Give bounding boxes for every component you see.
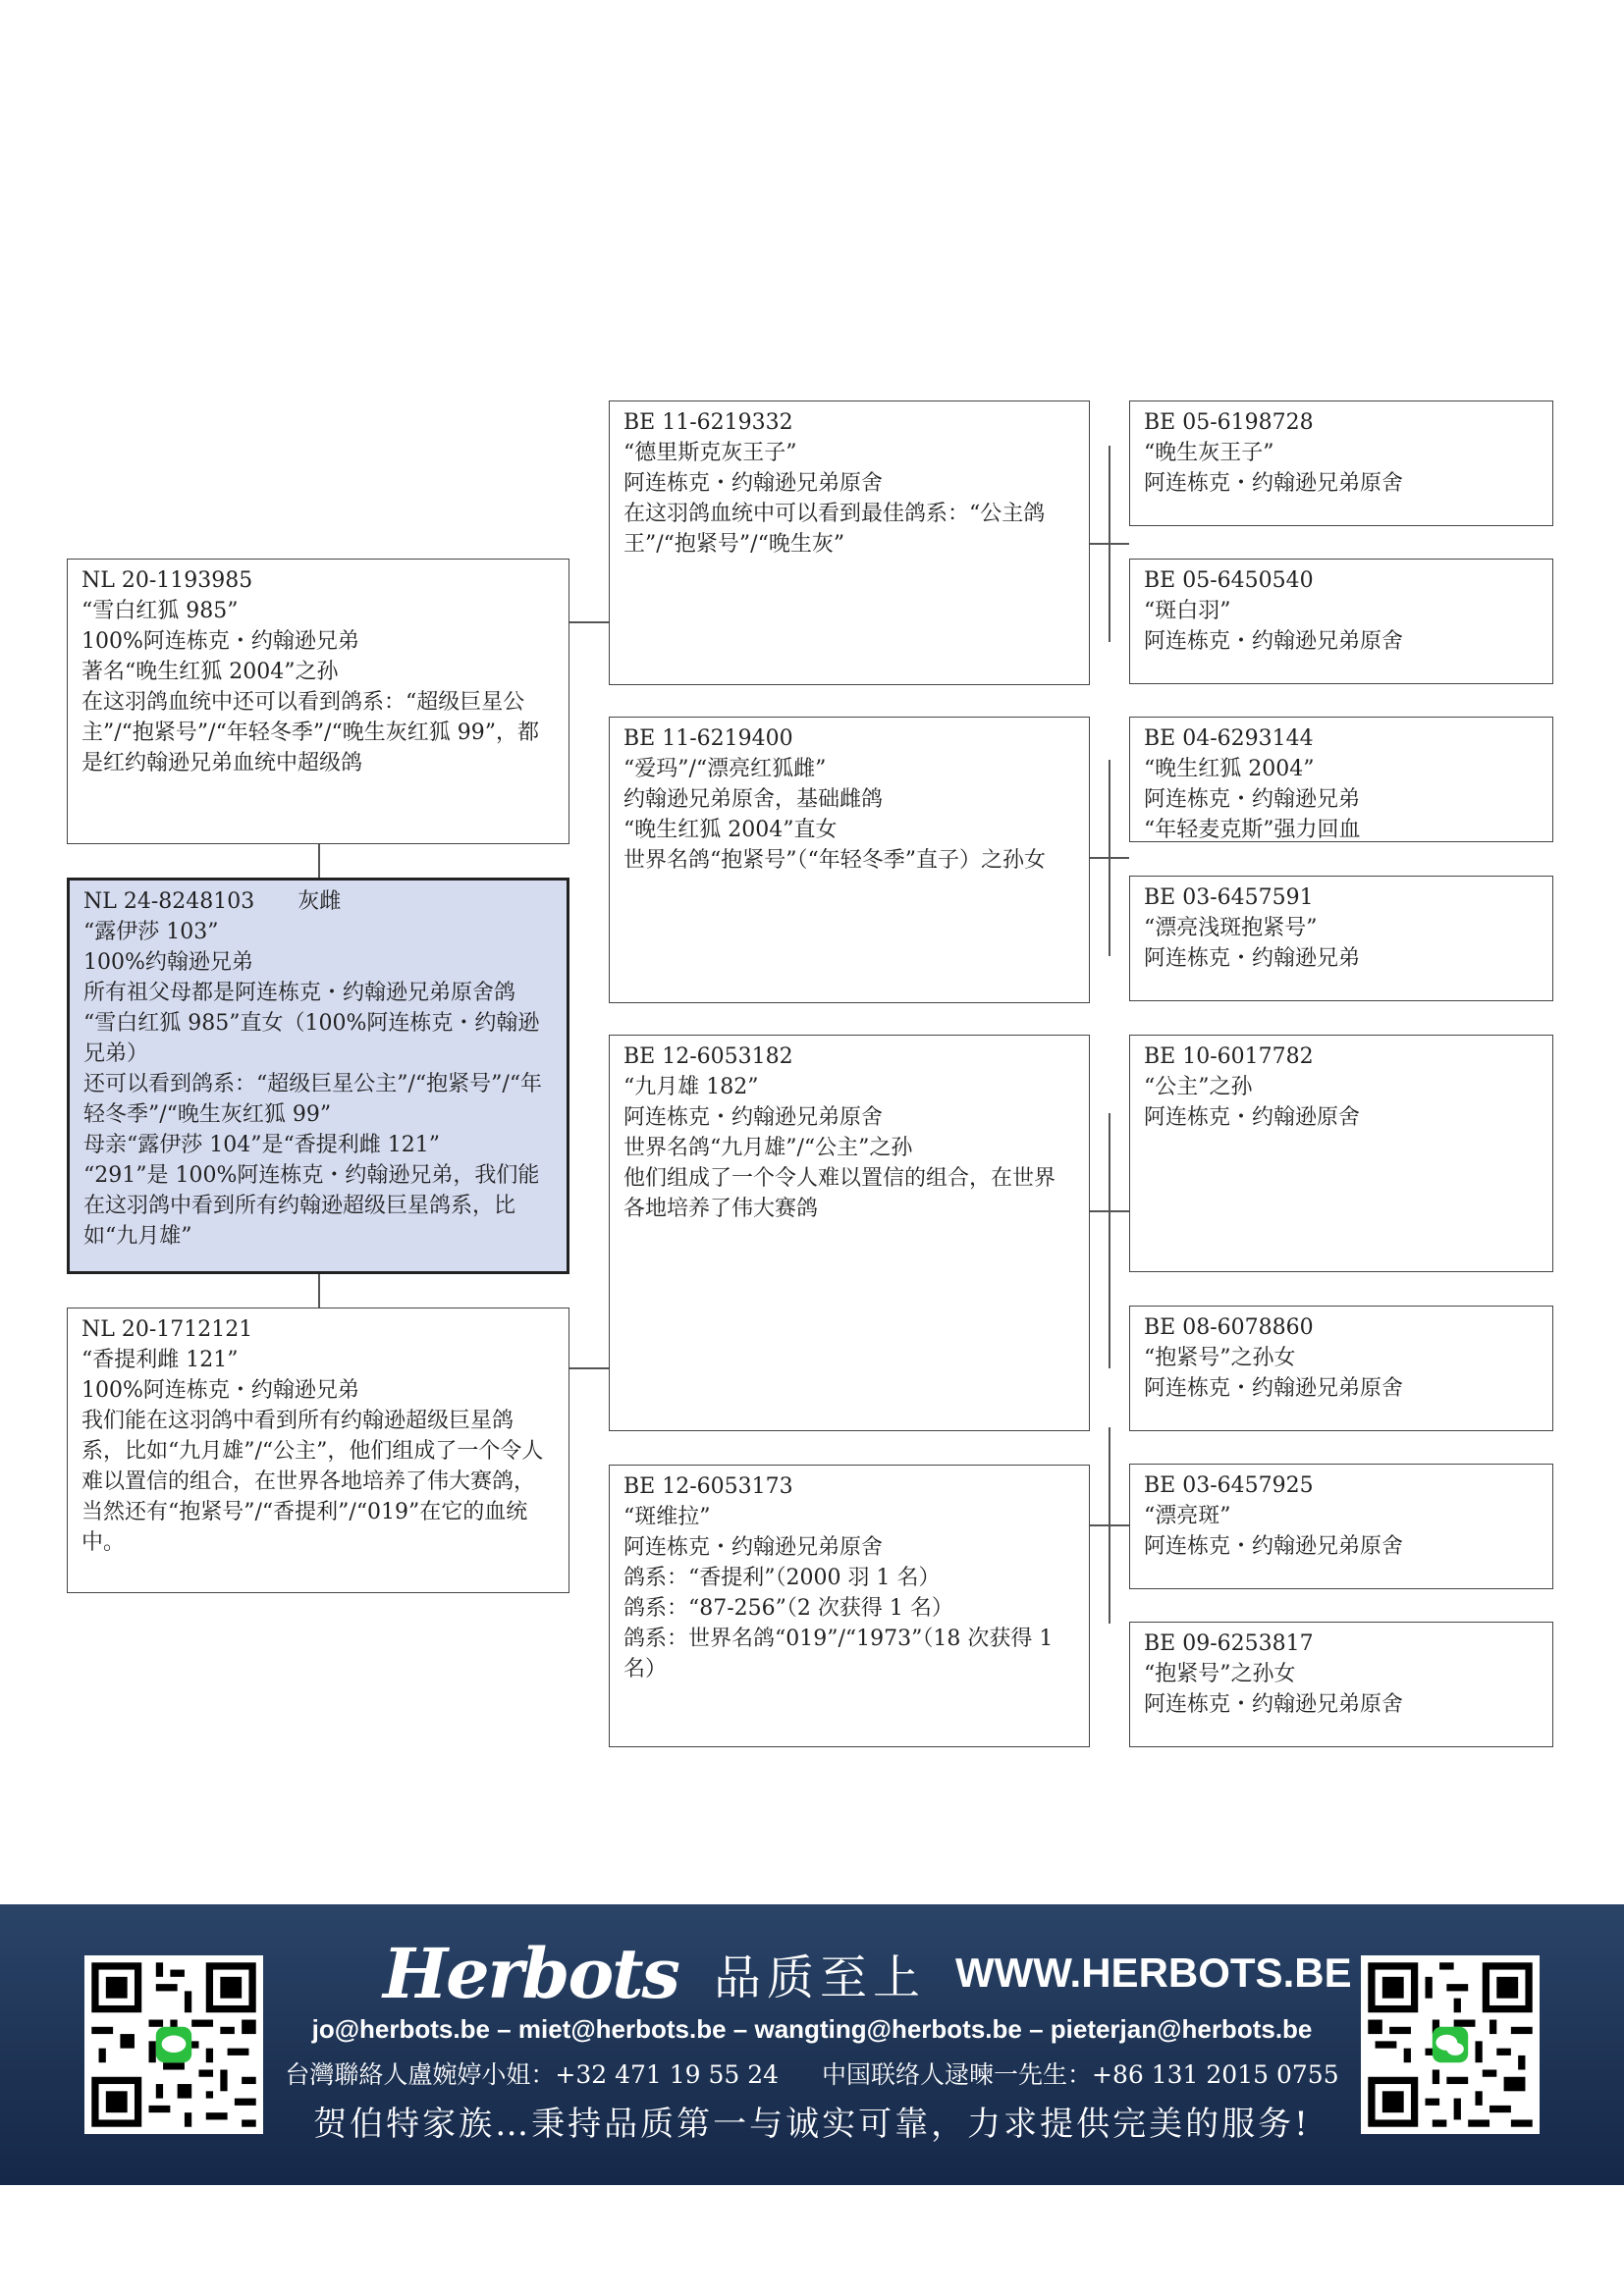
ring-number: BE 08-6078860 bbox=[1144, 1315, 1314, 1340]
contact-china: 中国联络人逯暕一先生：+86 131 2015 0755 bbox=[822, 2060, 1339, 2089]
pigeon-name: “漂亮斑” bbox=[1144, 1504, 1231, 1528]
info-line: 阿连栋克・约翰逊兄弟原舍 bbox=[1144, 471, 1404, 496]
info-line: 还可以看到鸽系：“超级巨星公主”/“抱紧号”/“年轻冬季”/“晚生灰红狐 99” bbox=[83, 1072, 543, 1127]
info-line: 母亲“露伊莎 104”是“香提利雌 121” bbox=[83, 1133, 440, 1157]
pigeon-name: “抱紧号”之孙女 bbox=[1144, 1346, 1296, 1370]
info-line: “291”是 100%阿连栋克・约翰逊兄弟，我们能在这羽鸽中看到所有约翰逊超级巨星鸽系，比如“九月雄” bbox=[83, 1163, 540, 1249]
connector bbox=[1109, 1113, 1110, 1368]
info-line: 世界名鸽“抱紧号”（“年轻冬季”直子）之孙女 bbox=[623, 848, 1046, 873]
ring-number: BE 11-6219400 bbox=[623, 726, 793, 751]
dam-dam-dam-card bbox=[1129, 1622, 1553, 1747]
pigeon-name: “晚生红狐 2004” bbox=[1144, 757, 1315, 781]
ring-number: NL 24-8248103 灰雌 bbox=[83, 889, 342, 914]
ring-number: NL 20-1193985 bbox=[81, 568, 253, 593]
dam-dam-card bbox=[609, 1465, 1090, 1747]
info-line: 鸽系：“87-256”（2 次获得 1 名） bbox=[623, 1596, 953, 1621]
info-line: 阿连栋克・约翰逊兄弟原舍 bbox=[623, 471, 884, 496]
ring-number: NL 20-1712121 bbox=[81, 1317, 253, 1342]
pigeon-name: “漂亮浅斑抱紧号” bbox=[1144, 916, 1318, 940]
sire-dam-dam-card bbox=[1129, 876, 1553, 1001]
wechat-icon bbox=[1433, 2027, 1468, 2062]
pigeon-name: “晚生灰王子” bbox=[1144, 441, 1274, 465]
pigeon-name: “香提利雌 121” bbox=[81, 1348, 239, 1372]
website-link[interactable]: WWW.HERBOTS.BE bbox=[954, 1949, 1352, 1996]
ring-number: BE 09-6253817 bbox=[1144, 1631, 1314, 1656]
sire-sire-card bbox=[609, 400, 1090, 685]
info-line: 阿连栋克・约翰逊兄弟原舍 bbox=[1144, 1376, 1404, 1401]
ring-number: BE 12-6053182 bbox=[623, 1044, 793, 1069]
ring-number: BE 05-6198728 bbox=[1144, 410, 1314, 435]
slogan: 品质至上 bbox=[713, 1949, 926, 2005]
dam-sire-dam-card bbox=[1129, 1306, 1553, 1431]
pigeon-name: “雪白红狐 985” bbox=[81, 599, 239, 623]
info-line: “年轻麦克斯”强力回血 bbox=[1144, 818, 1361, 842]
info-line: 他们组成了一个令人难以置信的组合，在世界各地培养了伟大赛鸽 bbox=[623, 1166, 1056, 1221]
ring-number: BE 03-6457925 bbox=[1144, 1473, 1314, 1498]
info-line: 阿连栋克・约翰逊兄弟原舍 bbox=[1144, 1692, 1404, 1717]
ring-number: BE 11-6219332 bbox=[623, 410, 793, 435]
qr-code-right[interactable] bbox=[1361, 1955, 1540, 2134]
info-line: 我们能在这羽鸽中看到所有约翰逊超级巨星鸽系，比如“九月雄”/“公主”，他们组成了一个令人难以置信的组合，在世界各地培养了伟大赛鸽，当然还有“抱紧号”/“香提利”/“019”在它的血统中。 bbox=[81, 1409, 544, 1555]
info-line: 在这羽鸽血统中还可以看到鸽系：“超级巨星公主”/“抱紧号”/“年轻冬季”/“晚生灰红狐 99”，都是红约翰逊兄弟血统中超级鸽 bbox=[81, 690, 539, 775]
email-list[interactable]: jo@herbots.be – miet@herbots.be – wangting@herbots.be – pieterjan@herbots.be bbox=[311, 2014, 1313, 2044]
sire-dam-sire-card bbox=[1129, 717, 1553, 842]
info-line: 阿连栋克・约翰逊兄弟原舍 bbox=[623, 1105, 884, 1130]
pigeon-name: “露伊莎 103” bbox=[83, 920, 219, 944]
pigeon-name: “德里斯克灰王子” bbox=[623, 441, 797, 465]
sire-dam-card bbox=[609, 717, 1090, 1003]
footer-banner bbox=[0, 1904, 1624, 2185]
info-line: 在这羽鸽血统中可以看到最佳鸽系：“公主鸽王”/“抱紧号”/“晚生灰” bbox=[623, 502, 1046, 557]
info-line: 约翰逊兄弟原舍，基础雌鸽 bbox=[623, 787, 884, 812]
subject-card bbox=[67, 878, 569, 1274]
brand-header bbox=[383, 1934, 1352, 2012]
pigeon-name: “公主”之孙 bbox=[1144, 1075, 1253, 1099]
info-line: 鸽系：“香提利”（2000 羽 1 名） bbox=[623, 1566, 941, 1590]
motto: 贺伯特家族…秉持品质第一与诚实可靠，力求提供完美的服务! bbox=[313, 2105, 1311, 2144]
info-line: “雪白红狐 985”直女（100%阿连栋克・约翰逊兄弟） bbox=[83, 1011, 540, 1066]
connector bbox=[318, 1274, 320, 1308]
connector bbox=[318, 844, 320, 878]
connector bbox=[1109, 446, 1110, 642]
info-line: 100%约翰逊兄弟 bbox=[83, 950, 253, 975]
sire-sire-sire-card bbox=[1129, 400, 1553, 526]
sire-sire-dam-card bbox=[1129, 559, 1553, 684]
contact-taiwan: 台灣聯絡人盧婉婷小姐：+32 471 19 55 24 bbox=[285, 2060, 780, 2089]
info-line: 100%阿连栋克・约翰逊兄弟 bbox=[81, 1378, 359, 1403]
pigeon-name: “斑白羽” bbox=[1144, 599, 1231, 623]
sire-card bbox=[67, 559, 569, 844]
ring-number: BE 10-6017782 bbox=[1144, 1044, 1314, 1069]
connector bbox=[1109, 760, 1110, 956]
info-line: 世界名鸽“九月雄”/“公主”之孙 bbox=[623, 1136, 913, 1160]
info-line: 所有祖父母都是阿连栋克・约翰逊兄弟原舍鸽 bbox=[83, 981, 516, 1005]
pigeon-name: “九月雄 182” bbox=[623, 1075, 759, 1099]
info-line: “晚生红狐 2004”直女 bbox=[623, 818, 838, 842]
info-line: 阿连栋克・约翰逊兄弟原舍 bbox=[623, 1535, 884, 1560]
info-line: 阿连栋克・约翰逊兄弟 bbox=[1144, 946, 1361, 971]
pigeon-name: “爱玛”/“漂亮红狐雌” bbox=[623, 757, 827, 781]
ring-number: BE 04-6293144 bbox=[1144, 726, 1314, 751]
dam-dam-sire-card bbox=[1129, 1464, 1553, 1589]
info-line: 100%阿连栋克・约翰逊兄弟 bbox=[81, 629, 359, 654]
info-line: 著名“晚生红狐 2004”之孙 bbox=[81, 660, 339, 684]
ring-number: BE 05-6450540 bbox=[1144, 568, 1314, 593]
info-line: 阿连栋克・约翰逊原舍 bbox=[1144, 1105, 1361, 1130]
info-line: 阿连栋克・约翰逊兄弟原舍 bbox=[1144, 1534, 1404, 1559]
dam-sire-card bbox=[609, 1035, 1090, 1431]
pigeon-name: “抱紧号”之孙女 bbox=[1144, 1662, 1296, 1686]
ring-number: BE 12-6053173 bbox=[623, 1474, 793, 1499]
herbots-logo: Herbots bbox=[383, 1932, 678, 2014]
pigeon-name: “斑维拉” bbox=[623, 1505, 711, 1529]
connector bbox=[569, 1367, 609, 1369]
ring-number: BE 03-6457591 bbox=[1144, 885, 1314, 910]
info-line: 鸽系：世界名鸽“019”/“1973”（18 次获得 1 名） bbox=[623, 1627, 1060, 1682]
dam-sire-sire-card bbox=[1129, 1035, 1553, 1272]
dam-card bbox=[67, 1308, 569, 1593]
connector bbox=[1109, 1427, 1110, 1624]
info-line: 阿连栋克・约翰逊兄弟原舍 bbox=[1144, 629, 1404, 654]
connector bbox=[569, 621, 609, 623]
info-line: 阿连栋克・约翰逊兄弟 bbox=[1144, 787, 1361, 812]
